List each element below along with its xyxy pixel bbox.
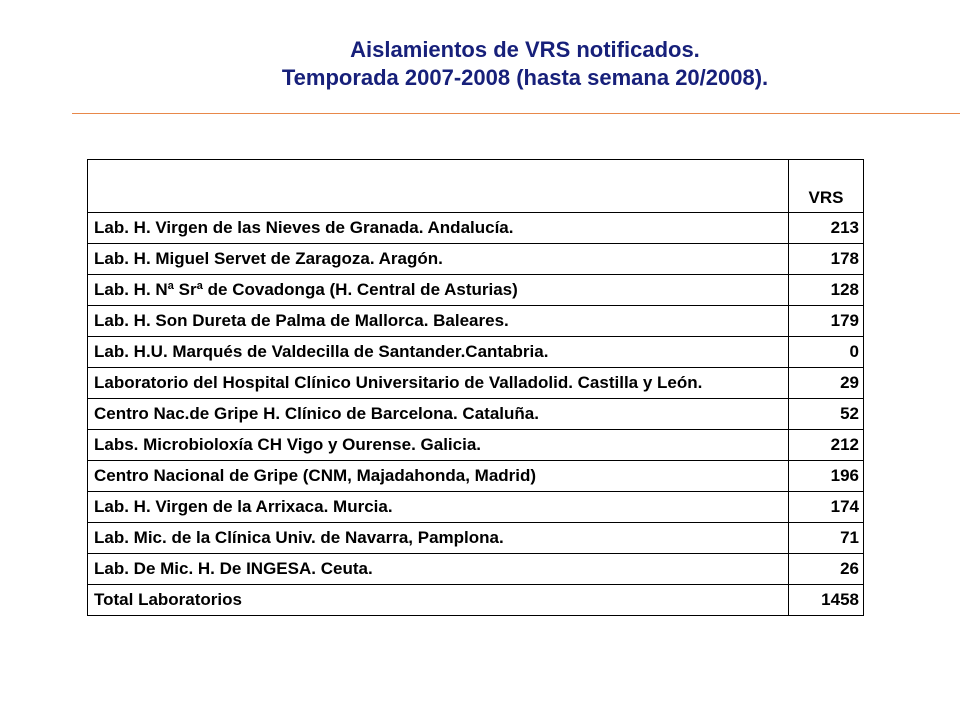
lab-name-cell: Laboratorio del Hospital Clínico Universitario de Valladolid. Castilla y León. xyxy=(88,368,789,399)
lab-name-cell: Lab. H. Virgen de la Arrixaca. Murcia. xyxy=(88,492,789,523)
table-row xyxy=(88,430,864,461)
table-row xyxy=(88,492,864,523)
lab-name-cell: Lab. H.U. Marqués de Valdecilla de Santander.Cantabria. xyxy=(88,337,789,368)
table-row xyxy=(88,213,864,244)
vrs-count-cell: 213 xyxy=(789,213,864,244)
header-label-cell xyxy=(88,160,789,213)
total-value-cell: 1458 xyxy=(789,585,864,616)
vrs-table xyxy=(87,159,864,616)
table-row xyxy=(88,275,864,306)
vrs-count-cell: 29 xyxy=(789,368,864,399)
vrs-count-cell: 128 xyxy=(789,275,864,306)
vrs-count-cell: 196 xyxy=(789,461,864,492)
title-line-2: Temporada 2007-2008 (hasta semana 20/2008). xyxy=(281,65,769,90)
page-title xyxy=(0,36,960,92)
vrs-count-cell: 212 xyxy=(789,430,864,461)
table-row xyxy=(88,554,864,585)
vrs-count-cell: 26 xyxy=(789,554,864,585)
lab-name-cell: Lab. H. Son Dureta de Palma de Mallorca. Baleares. xyxy=(88,306,789,337)
lab-name-cell: Labs. Microbioloxía CH Vigo y Ourense. Galicia. xyxy=(88,430,789,461)
vrs-count-cell: 0 xyxy=(789,337,864,368)
vrs-count-cell: 71 xyxy=(789,523,864,554)
lab-name-cell: Centro Nacional de Gripe (CNM, Majadahonda, Madrid) xyxy=(88,461,789,492)
vrs-count-cell: 52 xyxy=(789,399,864,430)
lab-name-cell: Centro Nac.de Gripe H. Clínico de Barcelona. Cataluña. xyxy=(88,399,789,430)
vrs-count-cell: 178 xyxy=(789,244,864,275)
vrs-count-cell: 174 xyxy=(789,492,864,523)
table-header-row xyxy=(88,160,864,213)
lab-name-cell: Lab. H. Virgen de las Nieves de Granada. Andalucía. xyxy=(88,213,789,244)
table-row xyxy=(88,399,864,430)
vrs-count-cell: 179 xyxy=(789,306,864,337)
table-row xyxy=(88,368,864,399)
table-row xyxy=(88,337,864,368)
lab-name-cell: Lab. H. Miguel Servet de Zaragoza. Aragón. xyxy=(88,244,789,275)
lab-name-cell: Lab. De Mic. H. De INGESA. Ceuta. xyxy=(88,554,789,585)
table-row xyxy=(88,523,864,554)
table-row xyxy=(88,306,864,337)
total-row xyxy=(88,585,864,616)
lab-name-cell: Lab. H. Nª Srª de Covadonga (H. Central de Asturias) xyxy=(88,275,789,306)
title-line-1: Aislamientos de VRS notificados. xyxy=(350,37,700,62)
total-label-cell: Total Laboratorios xyxy=(88,585,789,616)
table-row xyxy=(88,461,864,492)
lab-name-cell: Lab. Mic. de la Clínica Univ. de Navarra, Pamplona. xyxy=(88,523,789,554)
table-row xyxy=(88,244,864,275)
vrs-table-container xyxy=(87,159,864,616)
title-divider xyxy=(72,113,960,114)
header-vrs-cell: VRS xyxy=(789,160,864,213)
